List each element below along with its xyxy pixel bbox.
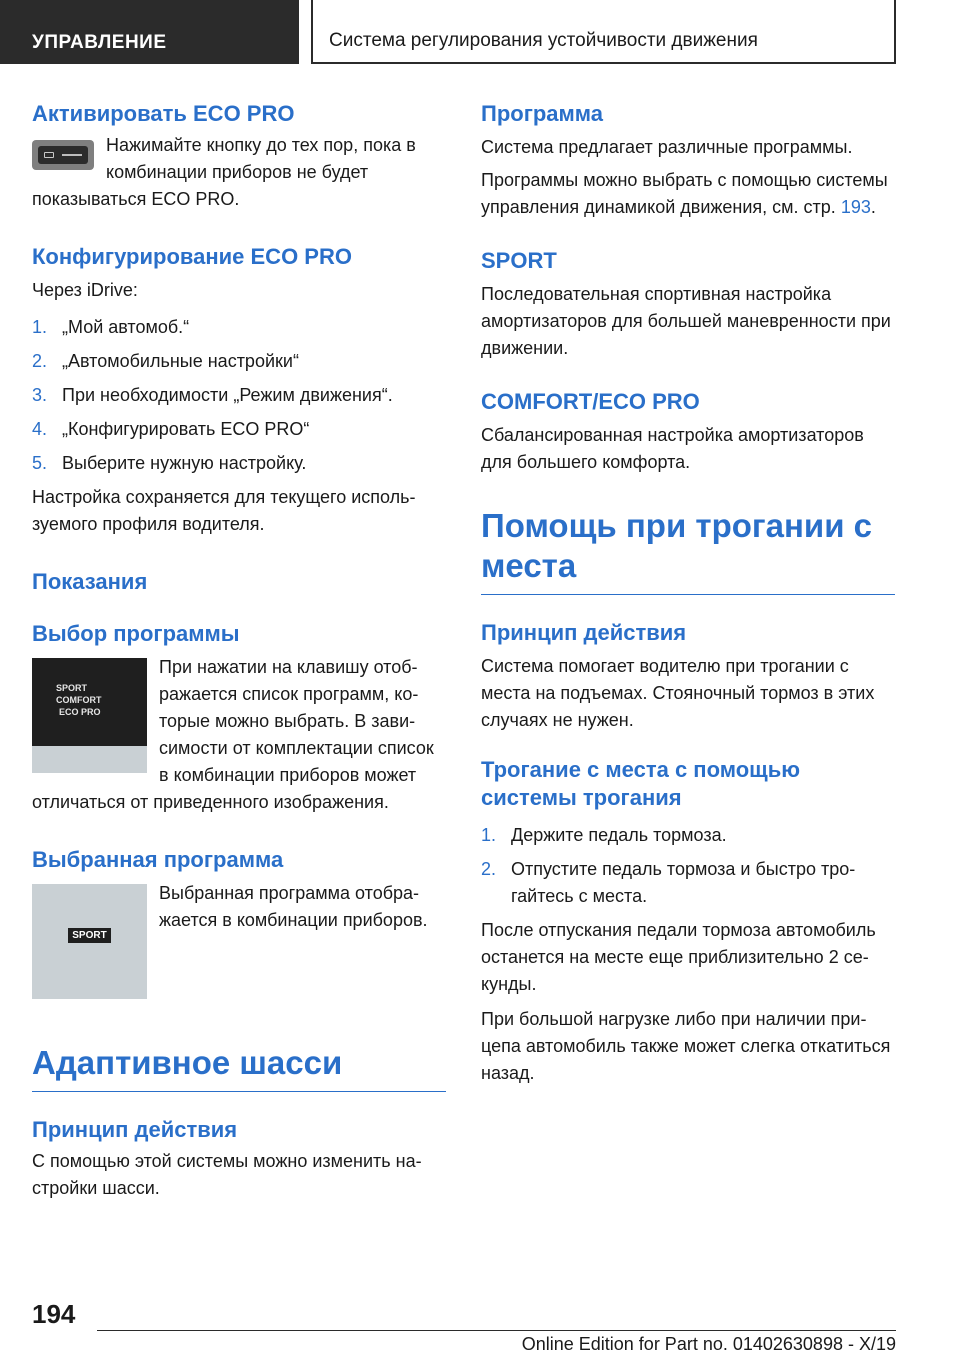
header-section-tab: УПРАВЛЕНИЕ	[0, 0, 299, 64]
eco-config-intro: Через iDrive:	[32, 280, 138, 300]
page-number: 194	[32, 1299, 76, 1329]
header-title: Система регулирования устойчивости движения	[311, 0, 896, 64]
select-program-text: При нажатии на клавишу отображается список программ, которые можно выбрать. В зависимости от комплектации список в комбинации приборов может отличаться от приведенного изображения.	[32, 657, 434, 812]
eco-config-note: Настройка сохраняется для текущего используемого профиля водителя.	[32, 487, 416, 534]
heading-start-principle: Принцип действия	[481, 620, 687, 645]
heading-displays: Показания	[32, 569, 148, 594]
program-list-image: SPORT COMFORT ECO PRO	[32, 658, 147, 773]
heading-adaptive-chassis: Адаптивное шасси	[32, 1043, 446, 1092]
list-item: 3. При необходимости „Режим движения“.	[32, 385, 393, 405]
right-column	[481, 100, 895, 1087]
comfort-text: Сбалансированная настройка амортизаторов для большего комфорта.	[481, 425, 864, 472]
eco-config-steps	[32, 314, 446, 477]
program-text-1: Система предлагает различные программы.	[481, 137, 853, 157]
heading-eco-activate: Активировать ECO PRO	[32, 101, 295, 126]
list-item: 4. „Конфигурировать ECO PRO“	[32, 419, 310, 439]
list-item: 1. „Мой автомоб.“	[32, 317, 190, 337]
list-item: 1. Держите педаль тормоза.	[481, 825, 727, 845]
footer-divider	[97, 1330, 896, 1331]
start-principle-text: Система помогает водителю при трогании с места на подъемах. Стояночный тормоз в этих случаях не нужен.	[481, 656, 875, 730]
heading-sport: SPORT	[481, 248, 557, 273]
heading-selected-program: Выбранная программа	[32, 847, 284, 872]
select-program-block	[32, 654, 446, 816]
selected-program-image: SPORT	[32, 884, 147, 999]
heading-program: Программа	[481, 101, 604, 126]
adaptive-principle-text: С помощью этой системы можно изменить настройки шасси.	[32, 1151, 422, 1198]
footer-edition: Online Edition for Part no. 01402630898 - X/19	[521, 1334, 896, 1354]
heading-adaptive-principle: Принцип действия	[32, 1117, 238, 1142]
heading-comfort: COMFORT/ECO PRO	[481, 389, 700, 414]
start-steps	[481, 822, 895, 910]
left-column	[32, 100, 446, 1202]
eco-activate-text: Нажимайте кнопку до тех пор, пока в комбинации приборов не будет показываться ECO PRO.	[32, 135, 416, 209]
page-link[interactable]: 193	[840, 197, 871, 217]
eco-activate-block	[32, 128, 446, 213]
selected-program-block	[32, 880, 446, 1003]
list-item: 2. „Автомобильные настройки“	[32, 351, 299, 371]
start-text-1: После отпускания педали тормоза автомобиль останется на месте еще приблизительно 2 секунды.	[481, 920, 876, 994]
program-text-2: Программы можно выбрать с помощью системы управления динамикой движения, см. стр. 193.	[481, 170, 888, 217]
sport-text: Последовательная спортивная настройка амортизаторов для большей маневренности при движении.	[481, 284, 891, 358]
heading-select-program: Выбор программы	[32, 621, 240, 646]
start-text-2: При большой нагрузке либо при наличии прицепа автомобиль также может слегка откатиться назад.	[481, 1009, 891, 1083]
heading-start-assist: Помощь при трогании с места	[481, 506, 895, 595]
eco-pro-button-image	[32, 140, 94, 170]
selected-program-text: Выбранная программа отображается в комбинации приборов.	[159, 883, 428, 930]
heading-eco-config: Конфигурирование ECO PRO	[32, 244, 352, 269]
list-item: 5. Выберите нужную настройку.	[32, 453, 307, 473]
heading-start-with-system: Трогание с места с помощью системы трогания	[481, 757, 801, 810]
list-item: 2. Отпустите педаль тормоза и быстро трогайтесь с места.	[481, 859, 856, 906]
